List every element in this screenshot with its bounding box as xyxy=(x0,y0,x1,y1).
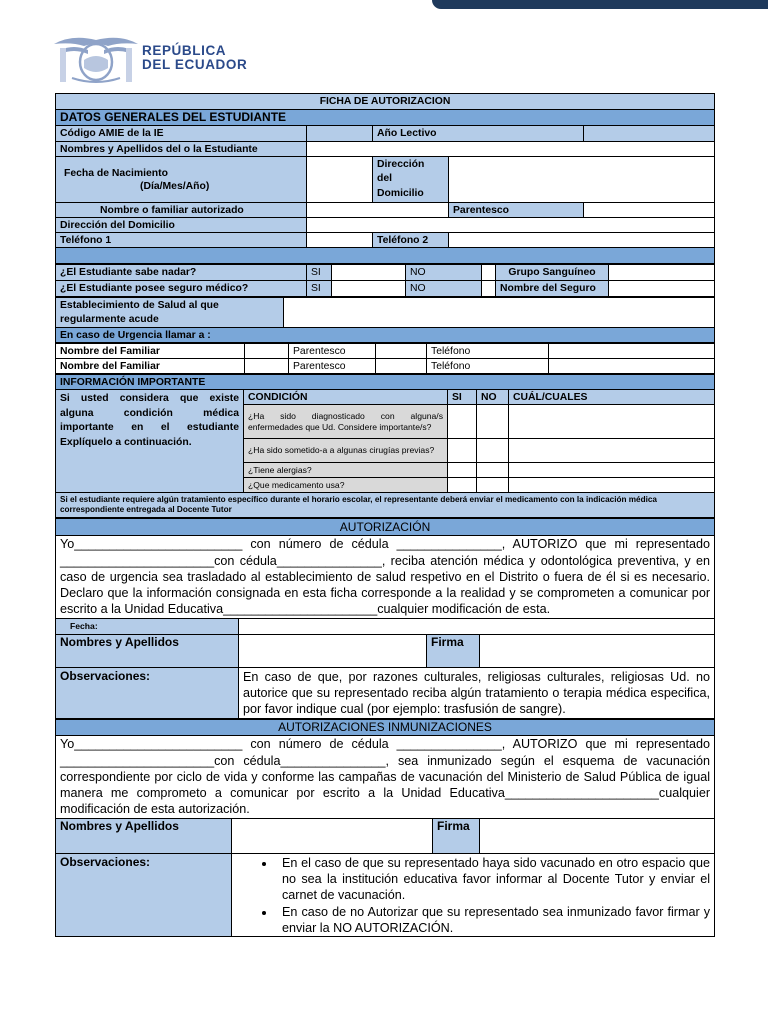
nombres-estudiante-field[interactable] xyxy=(307,142,715,157)
info-importante-header: INFORMACIÓN IMPORTANTE xyxy=(56,375,715,390)
parentesco-label: Parentesco xyxy=(449,203,584,218)
inmun-firma-label: Firma xyxy=(433,819,480,854)
nadar-si-label: SI xyxy=(307,265,332,281)
immunization-table xyxy=(55,719,715,937)
no-header: NO xyxy=(477,390,509,405)
inmun-observaciones-list xyxy=(236,855,710,936)
direccion-domicilio-label xyxy=(373,157,449,203)
telefono1-label: Teléfono 1 xyxy=(56,233,307,248)
fecha-nacimiento-line1: Fecha de Nacimiento xyxy=(64,167,168,179)
seguro-si-field[interactable] xyxy=(332,281,406,297)
direccion-del-domicilio-label: Dirección del Domicilio xyxy=(56,218,307,233)
auth-observaciones-label: Observaciones: xyxy=(56,668,239,719)
autorizacion-title: AUTORIZACIÓN xyxy=(56,519,715,536)
inmunizaciones-text: Yo________________________ con número de cédula _______________, AUTORIZO que mi representado ______________________con cédula_______________, sea inmunizado según el esquema de vacunación correspondiente por ciclo de vida y conforme las campañas de vacunación del Ministerio de Salud Pública de igual manera me comprometo a comunicar por escrito a la Unidad Educativa______________________cualquier modificación de esta autorización. xyxy=(56,736,715,819)
bullet-item: • En el caso de que su representado haya sido vacunado en otro espacio que no sea la institución educativa favor informar al Docente Tutor y enviar el carnet de vacunación. xyxy=(276,855,710,904)
nadar-si-field[interactable] xyxy=(332,265,406,281)
nombres-estudiante-label: Nombres y Apellidos del o la Estudiante xyxy=(56,142,307,157)
grupo-sanguineo-label: Grupo Sanguíneo xyxy=(496,265,609,281)
direccion-line1: Dirección xyxy=(377,158,425,170)
inmun-nombres-label: Nombres y Apellidos xyxy=(56,819,232,854)
q4-no-field[interactable] xyxy=(477,478,509,493)
q3-cual-field[interactable] xyxy=(509,463,715,478)
parentesco2-label: Parentesco xyxy=(289,359,376,374)
direccion-del-domicilio-field[interactable] xyxy=(307,218,715,233)
q4-cual-field[interactable] xyxy=(509,478,715,493)
coat-of-arms-icon xyxy=(52,30,140,86)
authorization-table xyxy=(55,518,715,719)
fecha-label: Fecha: xyxy=(56,619,239,635)
telefono-familiar1-field[interactable] xyxy=(549,344,715,359)
q3-si-field[interactable] xyxy=(448,463,477,478)
codigo-amie-field[interactable] xyxy=(307,126,373,142)
familiar2-label: Nombre del Familiar xyxy=(56,359,245,374)
authorization-form xyxy=(55,93,714,937)
seguro-si-label: SI xyxy=(307,281,332,297)
nombre-seguro-label: Nombre del Seguro xyxy=(496,281,609,297)
section-general-data: DATOS GENERALES DEL ESTUDIANTE xyxy=(56,110,715,126)
info-text: Si usted considera que existe alguna condición médica importante en el estudiante Explíquelo a continuación. xyxy=(56,390,244,493)
establecimiento-label: Establecimiento de Salud al que regularmente acude xyxy=(56,298,284,328)
familiar-autorizado-field[interactable] xyxy=(307,203,449,218)
fecha-field[interactable] xyxy=(239,619,715,635)
q1-si-field[interactable] xyxy=(448,405,477,439)
familiar2-field[interactable] xyxy=(245,359,289,374)
auth-nombres-field[interactable] xyxy=(239,635,427,668)
telefono-familiar1-label: Teléfono xyxy=(427,344,549,359)
q2-si-field[interactable] xyxy=(448,439,477,463)
inmun-nombres-field[interactable] xyxy=(232,819,433,854)
direccion-domicilio-field[interactable] xyxy=(449,157,715,203)
family-contact-table xyxy=(55,343,715,374)
parentesco1-label: Parentesco xyxy=(289,344,376,359)
autorizacion-text: Yo________________________ con número de cédula _______________, AUTORIZO que mi representado ______________________con cédula_______________, reciba atención médica y odontológica preventiva, y en caso de urgencia sea trasladado al establecimiento de salud respetivo en el Distrito o fuera de él si es necesario. Declaro que la información consignada en esta ficha corresponde a la realidad y se comprometen a comunicar por escrito a la Unidad Educativa______________________cualquier modificación de esta. xyxy=(56,536,715,619)
condition-q4: ¿Que medicamento usa? xyxy=(244,478,448,493)
auth-firma-label: Firma xyxy=(427,635,480,668)
establishment-table xyxy=(55,297,715,343)
auth-observaciones-text: En caso de que, por razones culturales, religiosas culturales, religiosas Ud. no autorice que su representado reciba algún tratamiento o terapia médica especifica, por favor indique cual (por ejemplo: trasfusión de sangre). xyxy=(239,668,715,719)
nadar-no-label: NO xyxy=(406,265,482,281)
inmunizaciones-title: AUTORIZACIONES INMUNIZACIONES xyxy=(56,720,715,736)
telefono2-field[interactable] xyxy=(449,233,715,248)
form-title: FICHA DE AUTORIZACION xyxy=(56,94,715,110)
familiar1-label: Nombre del Familiar xyxy=(56,344,245,359)
familiar-autorizado-label: Nombre o familiar autorizado xyxy=(56,203,307,218)
condicion-header: CONDICIÓN xyxy=(244,390,448,405)
si-header: SI xyxy=(448,390,477,405)
q1-cual-field[interactable] xyxy=(509,405,715,439)
telefono-familiar2-field[interactable] xyxy=(549,359,715,374)
anio-lectivo-field[interactable] xyxy=(584,126,715,142)
familiar1-field[interactable] xyxy=(245,344,289,359)
sabe-nadar-label: ¿El Estudiante sabe nadar? xyxy=(56,265,307,281)
anio-lectivo-label: Año Lectivo xyxy=(373,126,584,142)
fecha-nacimiento-field[interactable] xyxy=(307,157,373,203)
seguro-no-field[interactable] xyxy=(482,281,496,297)
auth-nombres-label: Nombres y Apellidos xyxy=(56,635,239,668)
telefono2-label: Teléfono 2 xyxy=(373,233,449,248)
parentesco-field[interactable] xyxy=(584,203,715,218)
top-accent-bar xyxy=(432,0,768,9)
fecha-nacimiento-line2: (Día/Mes/Año) xyxy=(140,180,210,192)
auth-firma-field[interactable] xyxy=(480,635,715,668)
blue-separator xyxy=(56,248,715,264)
inmun-observaciones-cell xyxy=(232,854,715,937)
telefono1-field[interactable] xyxy=(307,233,373,248)
grupo-sanguineo-field[interactable] xyxy=(609,265,715,281)
ecuador-logo xyxy=(52,30,252,86)
important-info-table xyxy=(55,374,715,518)
q2-no-field[interactable] xyxy=(477,439,509,463)
general-data-table xyxy=(55,93,715,264)
nombre-seguro-field[interactable] xyxy=(609,281,715,297)
medicamento-note: Si el estudiante requiere algún tratamiento específico durante el horario escolar, el representante deberá enviar el medicamento con la indicación médica correspondiente entregada al Docente Tutor xyxy=(56,493,715,518)
parentesco2-field[interactable] xyxy=(376,359,427,374)
condition-q1: ¿Ha sido diagnosticado con alguna/s enfermedades que Ud. Considere importante/s? xyxy=(244,405,448,439)
telefono-familiar2-label: Teléfono xyxy=(427,359,549,374)
direccion-line3: Domicilio xyxy=(377,187,424,199)
urgencia-label: En caso de Urgencia llamar a : xyxy=(56,328,715,343)
q3-no-field[interactable] xyxy=(477,463,509,478)
inmun-firma-field[interactable] xyxy=(480,819,715,854)
health-table xyxy=(55,264,715,297)
seguro-no-label: NO xyxy=(406,281,482,297)
q2-cual-field[interactable] xyxy=(509,439,715,463)
direccion-line2: del xyxy=(377,173,393,185)
bullet-item: • En caso de no Autorizar que su representado sea inmunizado favor firmar y enviar la NO AUTORIZACIÓN. xyxy=(276,904,710,936)
q1-no-field[interactable] xyxy=(477,405,509,439)
country-name-line2: DEL ECUADOR xyxy=(142,57,248,72)
cual-cuales-header: CUÁL/CUALES xyxy=(509,390,715,405)
codigo-amie-label: Código AMIE de la IE xyxy=(56,126,307,142)
nadar-no-field[interactable] xyxy=(482,265,496,281)
parentesco1-field[interactable] xyxy=(376,344,427,359)
fecha-nacimiento-label xyxy=(56,157,307,203)
inmun-observaciones-label: Observaciones: xyxy=(56,854,232,937)
condition-q2: ¿Ha sido sometido-a a algunas cirugías previas? xyxy=(244,439,448,463)
establecimiento-field[interactable] xyxy=(284,298,715,328)
q4-si-field[interactable] xyxy=(448,478,477,493)
seguro-medico-label: ¿El Estudiante posee seguro médico? xyxy=(56,281,307,297)
condition-q3: ¿Tiene alergias? xyxy=(244,463,448,478)
country-name-line1: REPÚBLICA xyxy=(142,43,227,58)
